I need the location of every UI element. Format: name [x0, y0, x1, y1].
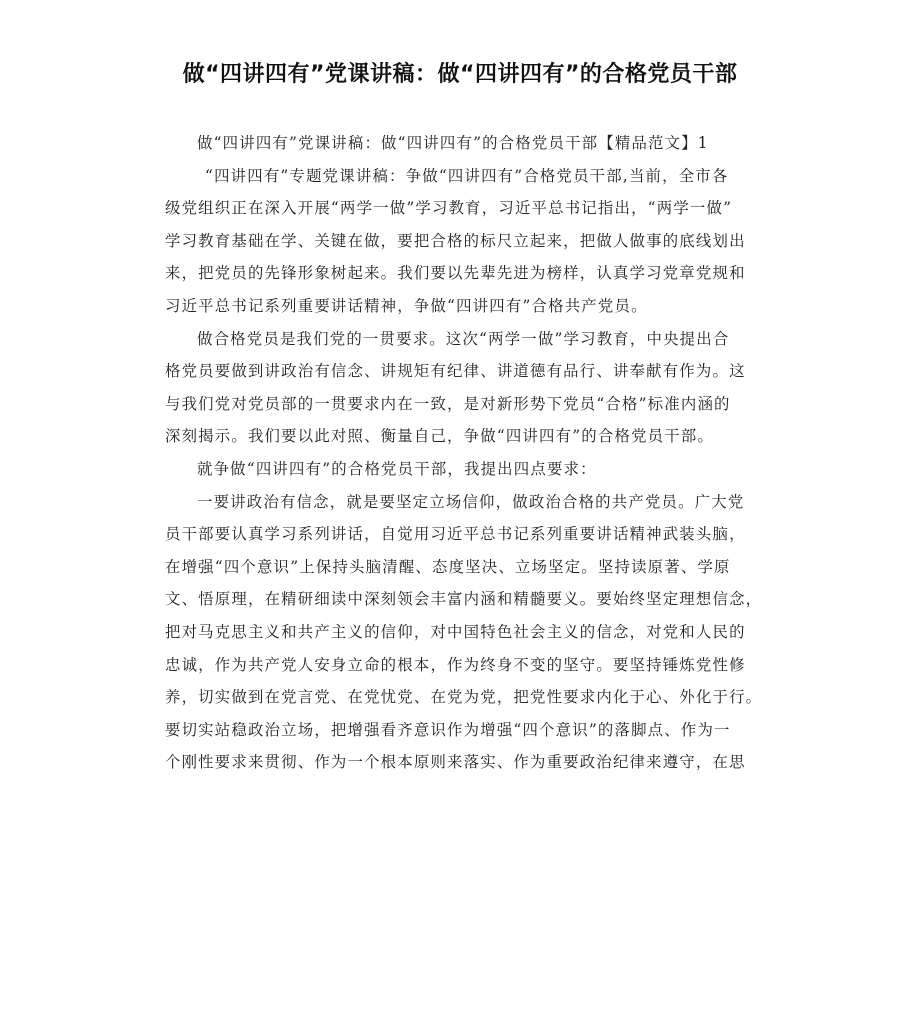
body-line: 做合格党员是我们党的一贯要求。这次“两学一做”学习教育，中央提出合	[197, 329, 730, 348]
body-line: 员干部要认真学习系列讲话，自觉用习近平总书记系列重要讲话精神武装头脑，	[165, 525, 746, 544]
body-line: 文、悟原理，在精研细读中深刻领会丰富内涵和精髓要义。要始终坚定理想信念，	[165, 590, 763, 609]
body-line: 在增强“四个意识”上保持头脑清醒、态度坚决、立场坚定。坚持读原著、学原	[165, 557, 731, 576]
body-line: “四讲四有”专题党课讲稿：争做“四讲四有”合格党员干部,当前，全市各	[205, 166, 729, 185]
body-line: 就争做“四讲四有”的合格党员干部，我提出四点要求：	[197, 459, 597, 478]
document-body	[165, 127, 765, 779]
body-line: 学习教育基础在学、关键在做，要把合格的标尺立起来，把做人做事的底线划出	[165, 231, 746, 250]
body-line: 个刚性要求来贯彻、作为一个根本原则来落实、作为重要政治纪律来遵守，在思	[165, 753, 746, 772]
body-line: 一要讲政治有信念，就是要坚定立场信仰，做政治合格的共产党员。广大党	[197, 492, 745, 511]
body-line: 深刻揭示。我们要以此对照、衡量自己，争做“四讲四有”的合格党员干部。	[165, 427, 715, 446]
body-line: 要切实站稳政治立场，把增强看齐意识作为增强“四个意识”的落脚点、作为一	[165, 720, 731, 739]
body-line: 忠诚，作为共产党人安身立命的根本，作为终身不变的坚守。要坚持锤炼党性修	[165, 655, 746, 674]
body-line: 把对马克思主义和共产主义的信仰，对中国特色社会主义的信念，对党和人民的	[165, 622, 746, 641]
body-line: 习近平总书记系列重要讲话精神，争做“四讲四有”合格共产党员。	[165, 296, 648, 315]
body-line: 来，把党员的先锋形象树起来。我们要以先辈先进为榜样，认真学习党章党规和	[165, 264, 746, 283]
body-line: 级党组织正在深入开展“两学一做”学习教育，习近平总书记指出，“两学一做”	[165, 199, 733, 218]
body-line: 格党员要做到讲政治有信念、讲规矩有纪律、讲道德有品行、讲奉献有作为。这	[165, 362, 746, 381]
body-line: 做“四讲四有”党课讲稿：做“四讲四有”的合格党员干部【精品范文】1	[197, 134, 709, 152]
body-line: 养，切实做到在党言党、在党忧党、在党为党，把党性要求内化于心、外化于行。	[165, 688, 763, 707]
body-line: 与我们党对党员部的一贯要求内在一致，是对新形势下党员“合格”标准内涵的	[165, 394, 731, 413]
document-title: 做“四讲四有”党课讲稿：做“四讲四有”的合格党员干部	[182, 62, 738, 87]
